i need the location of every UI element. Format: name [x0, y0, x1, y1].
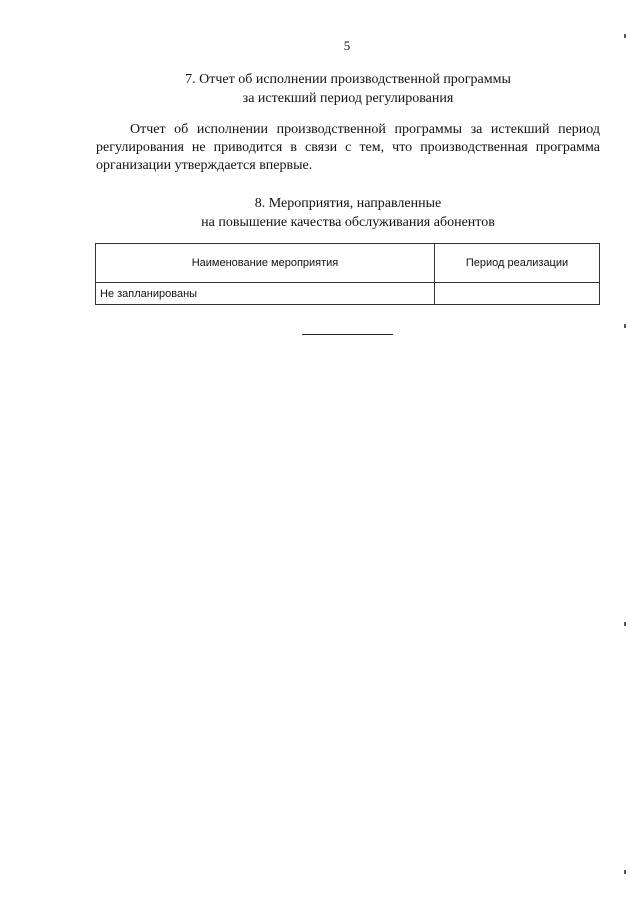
page-number: 5 [343, 38, 351, 53]
column-header-period: Период реализации [435, 244, 600, 283]
section-7-heading [96, 70, 600, 108]
end-of-document-rule [302, 334, 393, 335]
section-8-title-line-2: на повышение качества обслуживания абонентов [201, 215, 495, 230]
table-cell-period [435, 283, 600, 305]
column-header-event-name: Наименование мероприятия [96, 244, 435, 283]
scan-mark [624, 324, 626, 328]
events-table [95, 243, 600, 305]
table-cell-event-name: Не запланированы [96, 283, 435, 305]
section-7-title-line-2: за истекший период регулирования [242, 91, 454, 106]
scan-mark [624, 870, 626, 874]
table-row [96, 283, 600, 305]
section-7-title-line-1: 7. Отчет об исполнении производственной программы [185, 72, 511, 87]
table-header-row [96, 244, 600, 283]
scan-mark [624, 34, 626, 38]
section-7-paragraph: Отчет об исполнении производственной программы за истекший период регулирования не приводится в связи с тем, что производственная программа организации утверждается впервые. [96, 122, 600, 173]
section-8-heading [96, 194, 600, 232]
scan-mark [624, 622, 626, 626]
section-8-title-line-1: 8. Мероприятия, направленные [254, 196, 442, 211]
